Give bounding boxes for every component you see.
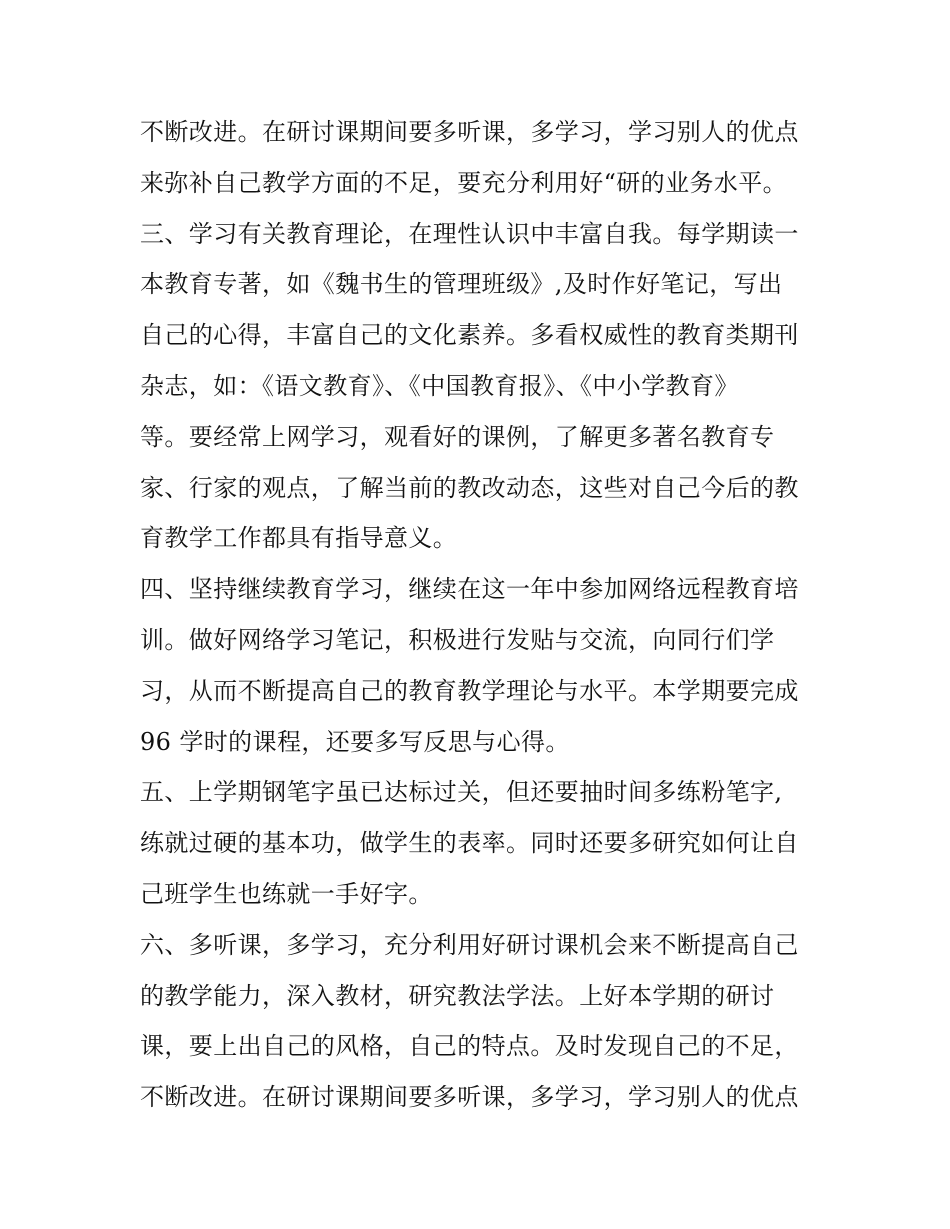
text-line: 不断改进。在研讨课期间要多听课，多学习，学习别人的优点 bbox=[140, 118, 799, 146]
text-line: 五、上学期钢笔字虽已达标过关，但还要抽时间多练粉笔字, bbox=[140, 778, 783, 807]
text-line: 四、坚持继续教育学习，继续在这一年中参加网络远程教育培 bbox=[140, 575, 799, 604]
text-line: 家、行家的观点，了解当前的教改动态，这些对自己今后的教 bbox=[140, 473, 799, 502]
text-line: 习，从而不断提高自己的教育教学理论与水平。本学期要完成 bbox=[140, 676, 799, 705]
text-line: 训。做好网络学习笔记，积极进行发贴与交流，向同行们学 bbox=[140, 625, 775, 654]
text-line: 本教育专著，如《魏书生的管理班级》,及时作好笔记，写出 bbox=[140, 270, 783, 299]
text-line: 等。要经常上网学习，观看好的课例，了解更多著名教育专 bbox=[140, 422, 775, 451]
text-line: 育教学工作都具有指导意义。 bbox=[140, 524, 458, 553]
text-line: 己班学生也练就一手好字。 bbox=[140, 879, 433, 908]
text-line: 三、学习有关教育理论，在理性认识中丰富自我。每学期读一 bbox=[140, 219, 799, 248]
text-line: 练就过硬的基本功，做学生的表率。同时还要多研究如何让自 bbox=[140, 829, 799, 858]
text-line: 六、多听课，多学习，充分利用好研讨课机会来不断提高自己 bbox=[140, 930, 799, 959]
text-line: 杂志，如：《语文教育》、《中国教育报》、《中小学教育》 bbox=[140, 371, 739, 400]
text-line: 96 学时的课程，还要多写反思与心得。 bbox=[140, 727, 570, 756]
document-body bbox=[140, 107, 830, 1123]
text-line: 来弥补自己教学方面的不足，要充分利用好“研的业务水平。 bbox=[140, 168, 788, 197]
text-line: 的教学能力，深入教材，研究教法学法。上好本学期的研讨 bbox=[140, 981, 775, 1010]
text-line: 课，要上出自己的风格，自己的特点。及时发现自己的不足， bbox=[140, 1032, 799, 1061]
text-line: 不断改进。在研讨课期间要多听课，多学习，学习别人的优点 bbox=[140, 1083, 799, 1112]
text-line: 自己的心得，丰富自己的文化素养。多看权威性的教育类期刊 bbox=[140, 321, 799, 350]
